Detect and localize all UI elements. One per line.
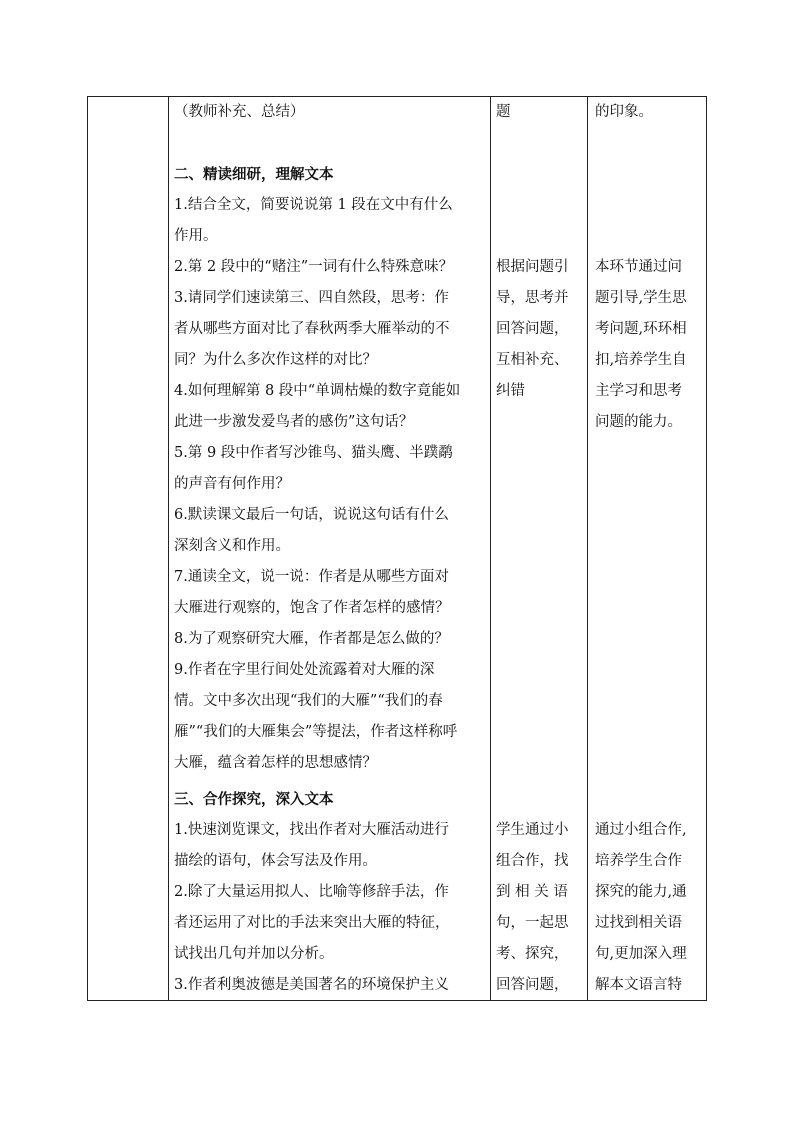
column-divider xyxy=(168,97,169,1000)
text-line: 的声音有何作用？ xyxy=(174,476,290,492)
text-line: 2.除了大量运用拟人、比喻等修辞手法，作 xyxy=(174,884,449,900)
text-line: 组合作，找 xyxy=(496,853,569,869)
text-line: 学生通过小 xyxy=(496,822,569,838)
text-line: 者从哪些方面对比了春秋两季大雁举动的不 xyxy=(174,321,450,337)
text-line: 大雁，蕴含着怎样的思想感情？ xyxy=(174,755,377,771)
text-line: 互相补充、 xyxy=(496,352,569,368)
text-line: 根据问题引 xyxy=(496,259,569,275)
text-line: 大雁进行观察的，饱含了作者怎样的感情？ xyxy=(174,600,450,616)
student-activity-block xyxy=(496,815,569,1001)
text-line: 7.通读全文，说一说：作者是从哪些方面对 xyxy=(174,569,449,585)
text-line: 6.默读课文最后一句话，说说这句话有什么 xyxy=(174,507,449,523)
text-line: 2.第 2 段中的“赌注”一词有什么特殊意味？ xyxy=(174,259,454,275)
section-lines xyxy=(174,815,450,1001)
text-line: 9.作者在字里行间处处流露着对大雁的深 xyxy=(174,662,435,678)
text-line: 扣,培养学生自 xyxy=(595,352,687,368)
text-line: 者还运用了对比的手法来突出大雁的特征， xyxy=(174,915,450,931)
text-line: 试找出几句并加以分析。 xyxy=(174,946,334,962)
text-line: 雁”“我们的大雁集会”等提法，作者这样称呼 xyxy=(174,724,458,740)
text-line: 作用。 xyxy=(174,228,218,244)
text-line: 句，一起思 xyxy=(496,915,569,931)
student-activity-top: 题 xyxy=(496,104,511,120)
text-line: 纠错 xyxy=(496,383,525,399)
text-line: 题引导,学生思 xyxy=(595,290,687,306)
column-divider xyxy=(490,97,491,1000)
text-line: 描绘的语句，体会写法及作用。 xyxy=(174,853,377,869)
column-divider xyxy=(587,97,588,1000)
text-line: 回答问题， xyxy=(496,321,569,337)
text-line: 此进一步激发爱鸟者的感伤”这句话？ xyxy=(174,414,414,430)
student-activity-block xyxy=(496,252,569,407)
text-line: 5.第 9 段中作者写沙锥鸟、猫头鹰、半蹼鹬 xyxy=(174,445,453,461)
section-lines xyxy=(174,190,460,779)
design-intent-block xyxy=(595,815,687,1001)
text-line: 深刻含义和作用。 xyxy=(174,538,290,554)
section-heading: 二、精读细研，理解文本 xyxy=(174,166,334,183)
text-line: 到 相 关 语 xyxy=(496,884,568,900)
text-line: 8.为了观察研究大雁，作者都是怎么做的？ xyxy=(174,631,449,647)
text-line: 过找到相关语 xyxy=(595,915,682,931)
text-line: 通过小组合作, xyxy=(595,822,687,838)
text-line: 培养学生合作 xyxy=(595,853,682,869)
text-line: 1.结合全文，简要说说第 1 段在文中有什么 xyxy=(174,197,453,213)
text-line: 本环节通过问 xyxy=(595,259,682,275)
content-section-2 xyxy=(174,159,460,779)
lesson-plan-table xyxy=(87,96,707,1001)
teacher-note: （教师补充、总结） xyxy=(174,104,305,120)
text-line: 探究的能力,通 xyxy=(595,884,687,900)
text-line: 考问题,环环相 xyxy=(595,321,687,337)
text-line: 1.快速浏览课文，找出作者对大雁活动进行 xyxy=(174,822,449,838)
text-line: 解本文语言特 xyxy=(595,977,682,993)
design-intent-top: 的印象。 xyxy=(595,104,653,120)
text-line: 句,更加深入理 xyxy=(595,946,687,962)
text-line: 导，思考并 xyxy=(496,290,569,306)
text-line: 3.作者利奥波德是美国著名的环境保护主义 xyxy=(174,977,449,993)
text-line: 考、探究， xyxy=(496,946,569,962)
content-section-3 xyxy=(174,784,450,1001)
text-line: 同？为什么多次作这样的对比？ xyxy=(174,352,377,368)
text-line: 回答问题， xyxy=(496,977,569,993)
section-heading: 三、合作探究，深入文本 xyxy=(174,791,334,808)
text-line: 3.请同学们速读第三、四自然段，思考：作 xyxy=(174,290,449,306)
text-line: 情。文中多次出现“我们的大雁”“我们的春 xyxy=(174,693,443,709)
design-intent-block xyxy=(595,252,687,438)
text-line: 问题的能力。 xyxy=(595,414,682,430)
text-line: 4.如何理解第 8 段中“单调枯燥的数字竟能如 xyxy=(174,383,461,399)
text-line: 主学习和思考 xyxy=(595,383,682,399)
